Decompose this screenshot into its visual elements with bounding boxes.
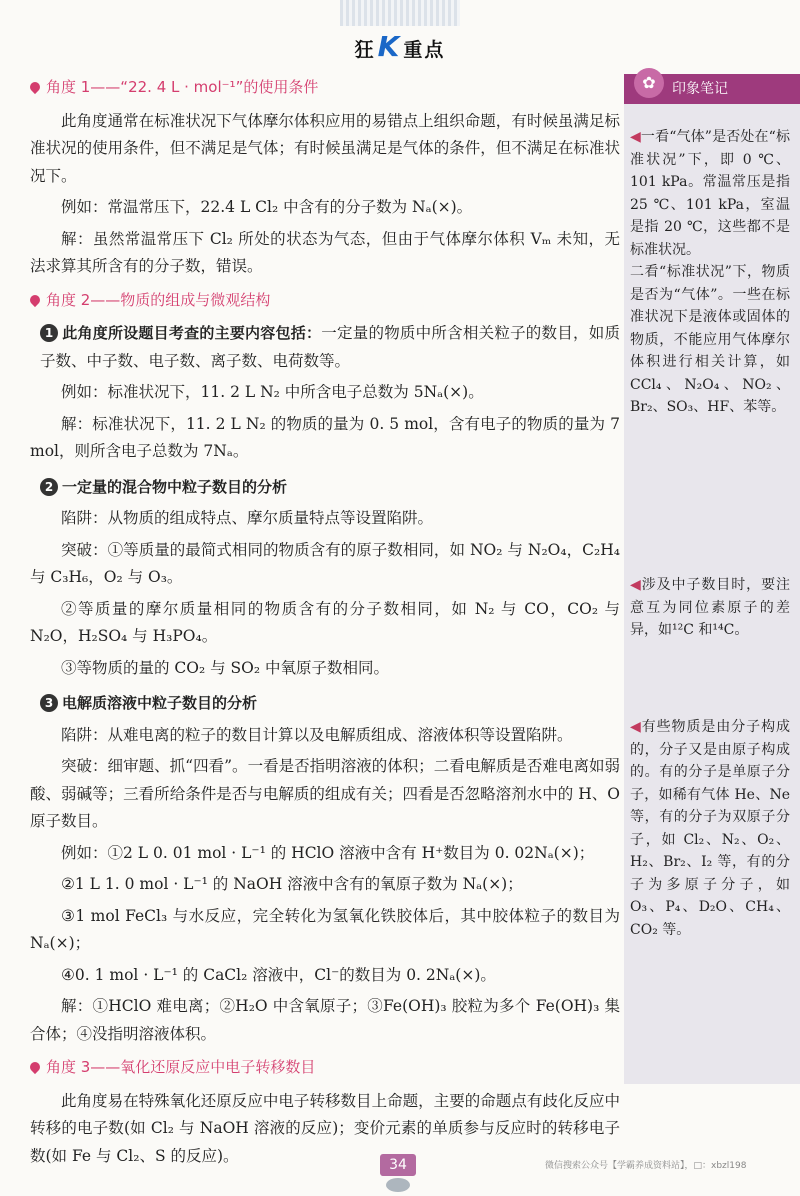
watermark: 微信搜索公众号【学霸养成资料站】，□：xbzl198 <box>545 1161 747 1171</box>
note-neutrons: ◀涉及中子数目时，要注意互为同位素原子的差异，如¹²C 和¹⁴C。 <box>630 577 790 638</box>
sidebar-notes <box>624 74 800 1084</box>
angle-2-heading: 角度 2——物质的组成与微观结构 <box>30 287 620 315</box>
elephant-icon: ✿ <box>634 68 664 98</box>
section-1: 1 此角度所设题目考查的主要内容包括：一定量的物质中所含相关粒子的数目，如质子数、中子数、电子数、离子数、电荷数等。 <box>40 324 620 370</box>
header-decoration <box>340 0 460 26</box>
paragraph: 此角度易在特殊氧化还原反应中电子转移数目上命题，主要的命题点有歧化反应中转移的电子数(如 Cl₂ 与 NaOH 溶液的反应)；变价元素的单质参与反应时的转移电子数(如 Fe 与 Cl₂、S 的反应)。 <box>30 1091 620 1165</box>
example: ③1 mol FeCl₃ 与水反应，完全转化为氢氧化铁胶体后，其中胶体粒子的数目为 Nₐ(×)； <box>30 906 620 952</box>
note-molecules: ◀有些物质是由分子构成的，分子又是由原子构成的。有的分子是单原子分子，如稀有气体 He、Ne 等，有的分子为双原子分子，如 Cl₂、N₂、O₂、H₂、Br₂、I₂ 等，有的分子为多原子分子，如 O₃、P₄、D₂O、CH₄、CO₂ 等。 <box>630 719 790 938</box>
number-1-icon: 1 <box>40 324 58 342</box>
section-2-heading: 2 一定量的混合物中粒子数目的分析 <box>40 474 620 502</box>
number-3-icon: 3 <box>40 694 58 712</box>
solution: 解：①HClO 难电离；②H₂O 中含氧原子；③Fe(OH)₃ 胶粒为多个 Fe(OH)₃ 集合体；④没指明溶液体积。 <box>30 997 620 1043</box>
section-3-heading: 3 电解质溶液中粒子数目的分析 <box>40 690 620 718</box>
main-content <box>30 68 620 1174</box>
arrow-icon: ◀ <box>630 577 642 593</box>
page-header <box>0 0 800 70</box>
number-2-icon: 2 <box>40 478 58 496</box>
breakthrough: ②等质量的摩尔质量相同的物质含有的分子数相同，如 N₂ 与 CO，CO₂ 与 N₂O，H₂SO₄ 与 H₃PO₄。 <box>30 599 620 645</box>
solution: 解：标准状况下，11. 2 L N₂ 的物质的量为 0. 5 mol，含有电子的物质的量为 7 mol，则所含电子总数为 7Nₐ。 <box>30 414 620 460</box>
example: ④0. 1 mol · L⁻¹ 的 CaCl₂ 溶液中，Cl⁻的数目为 0. 2Nₐ(×)。 <box>61 965 496 984</box>
pen-icon <box>28 80 42 94</box>
breakthrough: 突破：①等质量的最简式相同的物质含有的原子数相同，如 NO₂ 与 N₂O₄，C₂H₄ 与 C₃H₆，O₂ 与 O₃。 <box>30 540 620 586</box>
example: 例如：①2 L 0. 01 mol · L⁻¹ 的 HClO 溶液中含有 H⁺数目为 0. 02Nₐ(×)； <box>61 843 595 862</box>
pen-icon <box>28 1060 42 1074</box>
sidebar-header: ✿ 印象笔记 <box>624 74 800 104</box>
example: ②1 L 1. 0 mol · L⁻¹ 的 NaOH 溶液中含有的氧原子数为 Nₐ(×)； <box>61 875 523 893</box>
header-title: 狂K 重点 <box>354 30 446 63</box>
arrow-icon: ◀ <box>630 719 642 735</box>
pen-icon <box>28 292 42 306</box>
solution: 解：虽然常温常压下 Cl₂ 所处的状态为气态，但由于气体摩尔体积 Vₘ 未知，无法求算其所含有的分子数，错误。 <box>30 229 620 275</box>
example: 例如：标准状况下，11. 2 L N₂ 中所含电子总数为 5Nₐ(×)。 <box>61 383 484 401</box>
breakthrough: 突破：细审题、抓“四看”。一看是否指明溶液的体积；二看电解质是否难电离如弱酸、弱碱等；三看所给条件是否与电解质的组成有关；四看是否忽略溶剂水中的 H、O 原子数目。 <box>30 757 620 830</box>
paragraph: 此角度通常在标准状况下气体摩尔体积应用的易错点上组织命题，有时候虽满足标准状况的使用条件，但不满足是气体；有时候虽满足是气体的条件，但不满足在标准状况下。 <box>30 111 620 185</box>
example: 例如：常温常压下，22.4 L Cl₂ 中含有的分子数为 Nₐ(×)。 <box>61 198 473 216</box>
page-number: 34 <box>380 1154 416 1176</box>
arrow-icon: ◀ <box>630 129 641 145</box>
angle-3-heading: 角度 3——氧化还原反应中电子转移数目 <box>30 1054 620 1082</box>
note-gas-conditions: ◀一看“气体”是否处在“标准状况”下，即 0 ℃、101 kPa。常温常压是指 25 ℃、101 kPa，室温是指 20 ℃，这些都不是标准状况。 二看“标准状况”下，物质是否为“气体”。一些在标准状况下是液体或固体的物质，不能应用气体摩尔体积进行相关计算，如 CCl₄、N₂O₄、NO₂、Br₂、SO₃、HF、苯等。 <box>630 129 790 415</box>
breakthrough: ③等物质的量的 CO₂ 与 SO₂ 中氧原子数相同。 <box>61 658 390 677</box>
trap: 陷阱：从物质的组成特点、摩尔质量特点等设置陷阱。 <box>61 509 434 527</box>
trap: 陷阱：从难电离的粒子的数目计算以及电解质组成、溶液体积等设置陷阱。 <box>61 725 573 744</box>
bird-icon <box>386 1178 410 1192</box>
angle-1-heading: 角度 1——“22. 4 L · mol⁻¹”的使用条件 <box>30 74 620 102</box>
page-footer <box>0 1150 800 1196</box>
header-k-logo: K <box>377 30 402 63</box>
